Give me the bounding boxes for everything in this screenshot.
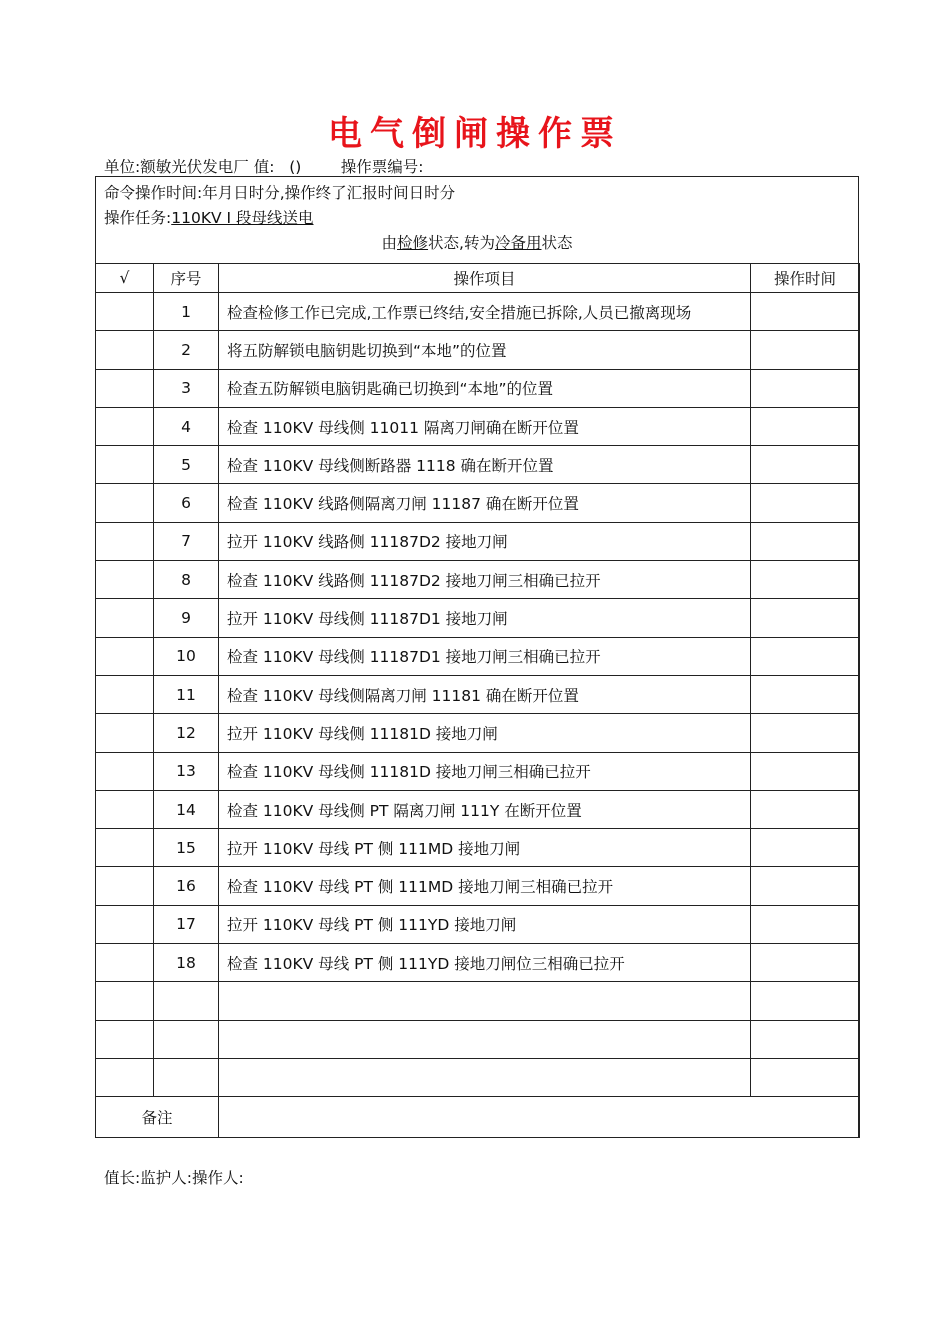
table-body [96,293,860,1138]
table-row [96,331,860,369]
time-cell [751,714,860,752]
time-cell [751,369,860,407]
item-cell: 检查 110KV 母线侧断路器 1118 确在断开位置 [219,446,751,484]
item-cell: 检查 110KV 线路侧 11187D2 接地刀闸三相确已拉开 [219,561,751,599]
seq-cell: 16 [154,867,219,905]
state-to: 冷备用 [494,234,542,252]
item-cell: 检查五防解锁电脑钥匙确已切换到“本地”的位置 [219,369,751,407]
item-cell [219,1058,751,1096]
check-cell [96,790,154,828]
time-cell [751,522,860,560]
seq-cell: 4 [154,407,219,445]
remark-row [96,1097,860,1138]
seq-cell: 2 [154,331,219,369]
table-header-row [96,264,860,293]
check-cell [96,1020,154,1058]
state-suffix: 状态 [541,234,573,252]
ticket-no-label: 操作票编号: [340,158,424,176]
time-cell [751,1058,860,1096]
check-cell [96,944,154,982]
page-title: 电气倒闸操作票 [328,114,622,154]
time-cell [751,446,860,484]
command-time-line: 命令操作时间:年月日时分,操作终了汇报时间日时分 [104,184,456,202]
unit-label: 单位: [104,158,141,176]
table-row [96,293,860,331]
item-cell: 检查 110KV 母线侧隔离刀闸 11181 确在断开位置 [219,675,751,713]
duty-label: 值: [253,158,275,176]
check-cell [96,484,154,522]
check-cell [96,561,154,599]
check-cell [96,331,154,369]
col-time: 操作时间 [751,264,860,293]
check-cell [96,867,154,905]
table-row [96,1020,860,1058]
item-cell: 拉开 110KV 母线 PT 侧 111MD 接地刀闸 [219,829,751,867]
table-row [96,369,860,407]
state-from: 检修 [397,234,429,252]
task-line [104,206,314,228]
seq-cell: 17 [154,905,219,943]
time-cell [751,1020,860,1058]
time-cell [751,752,860,790]
task-label: 操作任务: [104,209,172,227]
check-cell [96,829,154,867]
unit-value: 额敏光伏发电厂 [140,158,249,176]
table-row [96,790,860,828]
item-cell: 检查 110KV 母线 PT 侧 111YD 接地刀闸位三相确已拉开 [219,944,751,982]
time-cell [751,637,860,675]
time-cell [751,829,860,867]
duty-value: () [289,158,302,176]
item-cell: 检查 110KV 线路侧隔离刀闸 11187 确在断开位置 [219,484,751,522]
header-line [104,155,423,177]
table-row [96,446,860,484]
item-cell: 拉开 110KV 母线 PT 侧 111YD 接地刀闸 [219,905,751,943]
col-check: √ [96,264,154,293]
table-row [96,675,860,713]
col-item: 操作项目 [219,264,751,293]
time-cell [751,790,860,828]
table-row [96,905,860,943]
check-cell [96,982,154,1020]
operation-sheet [95,176,859,1138]
seq-cell: 13 [154,752,219,790]
state-line [96,231,858,253]
time-cell [751,599,860,637]
item-cell [219,982,751,1020]
time-cell [751,982,860,1020]
check-cell [96,905,154,943]
check-cell [96,675,154,713]
item-cell [219,1020,751,1058]
item-cell: 将五防解锁电脑钥匙切换到“本地”的位置 [219,331,751,369]
task-value: 110KV I 段母线送电 [171,209,314,227]
time-cell [751,905,860,943]
time-cell [751,561,860,599]
table-row [96,752,860,790]
table-row [96,522,860,560]
signature-line: 值长:监护人:操作人: [104,1169,244,1187]
col-seq: 序号 [154,264,219,293]
remark-value [219,1097,860,1138]
item-cell: 拉开 110KV 母线侧 11181D 接地刀闸 [219,714,751,752]
item-cell: 检查 110KV 母线 PT 侧 111MD 接地刀闸三相确已拉开 [219,867,751,905]
table-row [96,484,860,522]
seq-cell: 5 [154,446,219,484]
time-cell [751,293,860,331]
seq-cell: 8 [154,561,219,599]
seq-cell: 14 [154,790,219,828]
seq-cell: 1 [154,293,219,331]
check-cell [96,446,154,484]
table-row [96,714,860,752]
check-cell [96,407,154,445]
time-cell [751,944,860,982]
time-cell [751,484,860,522]
check-cell [96,369,154,407]
table-row [96,561,860,599]
item-cell: 检查 110KV 母线侧 PT 隔离刀闸 111Y 在断开位置 [219,790,751,828]
time-cell [751,675,860,713]
state-mid: 状态,转为 [428,234,495,252]
time-cell [751,331,860,369]
check-cell [96,1058,154,1096]
seq-cell: 6 [154,484,219,522]
table-row [96,599,860,637]
seq-cell: 18 [154,944,219,982]
table-row [96,829,860,867]
item-cell: 拉开 110KV 母线侧 11187D1 接地刀闸 [219,599,751,637]
time-cell [751,407,860,445]
table-row [96,944,860,982]
seq-cell: 15 [154,829,219,867]
seq-cell [154,1058,219,1096]
item-cell: 检查 110KV 母线侧 11187D1 接地刀闸三相确已拉开 [219,637,751,675]
table-row [96,867,860,905]
remark-label: 备注 [96,1097,219,1138]
operations-table [95,263,860,1138]
info-section [96,177,858,264]
check-cell [96,522,154,560]
table-row [96,407,860,445]
seq-cell: 9 [154,599,219,637]
seq-cell: 10 [154,637,219,675]
check-cell [96,637,154,675]
item-cell: 检查检修工作已完成,工作票已终结,安全措施已拆除,人员已撤离现场 [219,293,751,331]
seq-cell [154,982,219,1020]
seq-cell: 12 [154,714,219,752]
table-row [96,1058,860,1096]
time-cell [751,867,860,905]
seq-cell: 7 [154,522,219,560]
table-row [96,982,860,1020]
seq-cell: 11 [154,675,219,713]
state-prefix: 由 [381,234,398,252]
check-cell [96,293,154,331]
seq-cell [154,1020,219,1058]
table-row [96,637,860,675]
item-cell: 检查 110KV 母线侧 11181D 接地刀闸三相确已拉开 [219,752,751,790]
check-cell [96,714,154,752]
seq-cell: 3 [154,369,219,407]
item-cell: 检查 110KV 母线侧 11011 隔离刀闸确在断开位置 [219,407,751,445]
item-cell: 拉开 110KV 线路侧 11187D2 接地刀闸 [219,522,751,560]
check-cell [96,752,154,790]
check-cell [96,599,154,637]
